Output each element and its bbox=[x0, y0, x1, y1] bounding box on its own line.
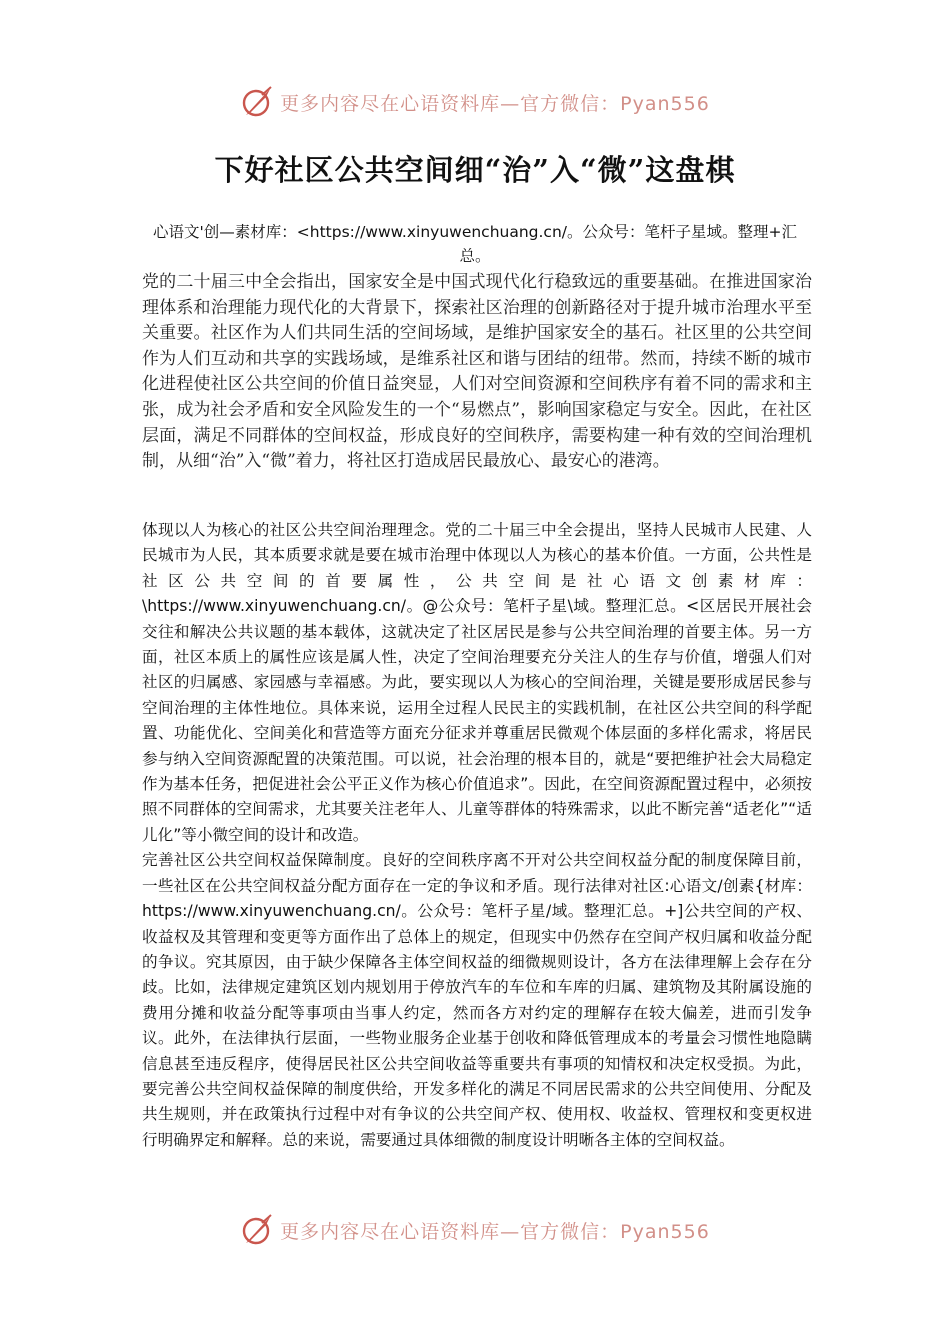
source-note: 心语文'创—素材库：<https://www.xinyuwenchuang.cn/。公众号：笔杆子星域。整理+汇总。 bbox=[153, 223, 797, 265]
page-title: 下好社区公共空间细“治”入“微”这盘棋 bbox=[214, 153, 736, 187]
quill-logo-icon bbox=[240, 1213, 274, 1247]
intro-paragraph: 党的二十届三中全会指出，国家安全是中国式现代化行稳致远的重要基础。在推进国家治理体系和治理能力现代化的大背景下，探索社区治理的创新路径对于提升城市治理水平至关重要。社区作为人们共同生活的空间场域，是维护国家安全的基石。社区里的公共空间作为人们互动和共享的实践场域，是维系社区和谐与团结的纽带。然而，持续不断的城市化进程使社区公共空间的价值日益突显，人们对空间资源和空间秩序有着不同的需求和主张，成为社会矛盾和安全风险发生的一个“易燃点”，影响国家稳定与安全。因此，在社区层面，满足不同群体的空间权益，形成良好的空间秩序，需要构建一种有效的空间治理机制，从细“治”入“微”着力，将社区打造成居民最放心、最安心的港湾。 bbox=[142, 272, 812, 472]
paragraph-1: 体现以人为核心的社区公共空间治理理念。党的二十届三中全会提出，坚持人民城市人民建、人民城市为人民，其本质要求就是要在城市治理中体现以人为核心的基本价值。一方面，公共性是社区公共空间的首要属性，公共空间是社心语文创素材库：\https://www.xinyuwenchuang.cn/。@公众号：笔杆子星\域。整理汇总。<区居民开展社会交往和解决公共议题的基本载体，这就决定了社区居民是参与公共空间治理的首要主体。另一方面，社区本质上的属性应该是属人性，决定了空间治理要充分关注人的生存与价值，增强人们对社区的归属感、家园感与幸福感。为此，要实现以人为核心的空间治理，关键是要形成居民参与空间治理的主体性地位。具体来说，运用全过程人民民主的实践机制，在社区公共空间的科学配置、功能优化、空间美化和营造等方面充分征求并尊重居民微观个体层面的多样化需求，将居民参与纳入空间资源配置的决策范围。可以说，社会治理的根本目的，就是“要把维护社会大局稳定作为基本任务，把促进社会公平正义作为核心价值追求”。因此，在空间资源配置过程中，必须按照不同群体的空间需求，尤其要关注老年人、儿童等群体的特殊需求，以此不断完善“适老化”“适儿化”等小微空间的设计和改造。 bbox=[142, 521, 812, 844]
banner-text bbox=[280, 89, 710, 116]
quill-logo-icon bbox=[240, 85, 274, 119]
banner-text bbox=[280, 1217, 710, 1244]
banner-prefix: 更多内容尽在心语资料库—官方微信： bbox=[280, 1220, 621, 1243]
article-body bbox=[142, 518, 812, 1153]
header-banner bbox=[0, 82, 950, 122]
paragraph-2: 完善社区公共空间权益保障制度。良好的空间秩序离不开对公共空间权益分配的制度保障目前，一些社区在公共空间权益分配方面存在一定的争议和矛盾。现行法律对社区:心语文/创素{材库：https://www.xinyuwenchuang.cn/。公众号：笔杆子星/域。整理汇总。+]公共空间的产权、收益权及其管理和变更等方面作出了总体上的规定，但现实中仍然存在空间产权归属和收益分配的争议。究其原因，由于缺少保障各主体空间权益的细微规则设计，各方在法律理解上会存在分歧。比如，法律规定建筑区划内规划用于停放汽车的车位和车库的归属、建筑物及其附属设施的费用分摊和收益分配等事项由当事人约定，然而各方对约定的理解存在较大偏差，进而引发争议。此外，在法律执行层面，一些物业服务企业基于创收和降低管理成本的考量会习惯性地隐瞒信息甚至违反程序，使得居民社区公共空间收益等重要共有事项的知情权和决定权受损。为此，要完善公共空间权益保障的制度供给，开发多样化的满足不同居民需求的公共空间使用、分配及共生规则，并在政策执行过程中对有争议的公共空间产权、使用权、收益权、管理权和变更权进行明确界定和解释。总的来说，需要通过具体细微的制度设计明晰各主体的空间权益。 bbox=[142, 851, 812, 1149]
banner-prefix: 更多内容尽在心语资料库—官方微信： bbox=[280, 92, 621, 115]
footer-banner bbox=[0, 1210, 950, 1250]
banner-wechat-id: Pyan556 bbox=[620, 1220, 710, 1243]
banner-wechat-id: Pyan556 bbox=[620, 92, 710, 115]
